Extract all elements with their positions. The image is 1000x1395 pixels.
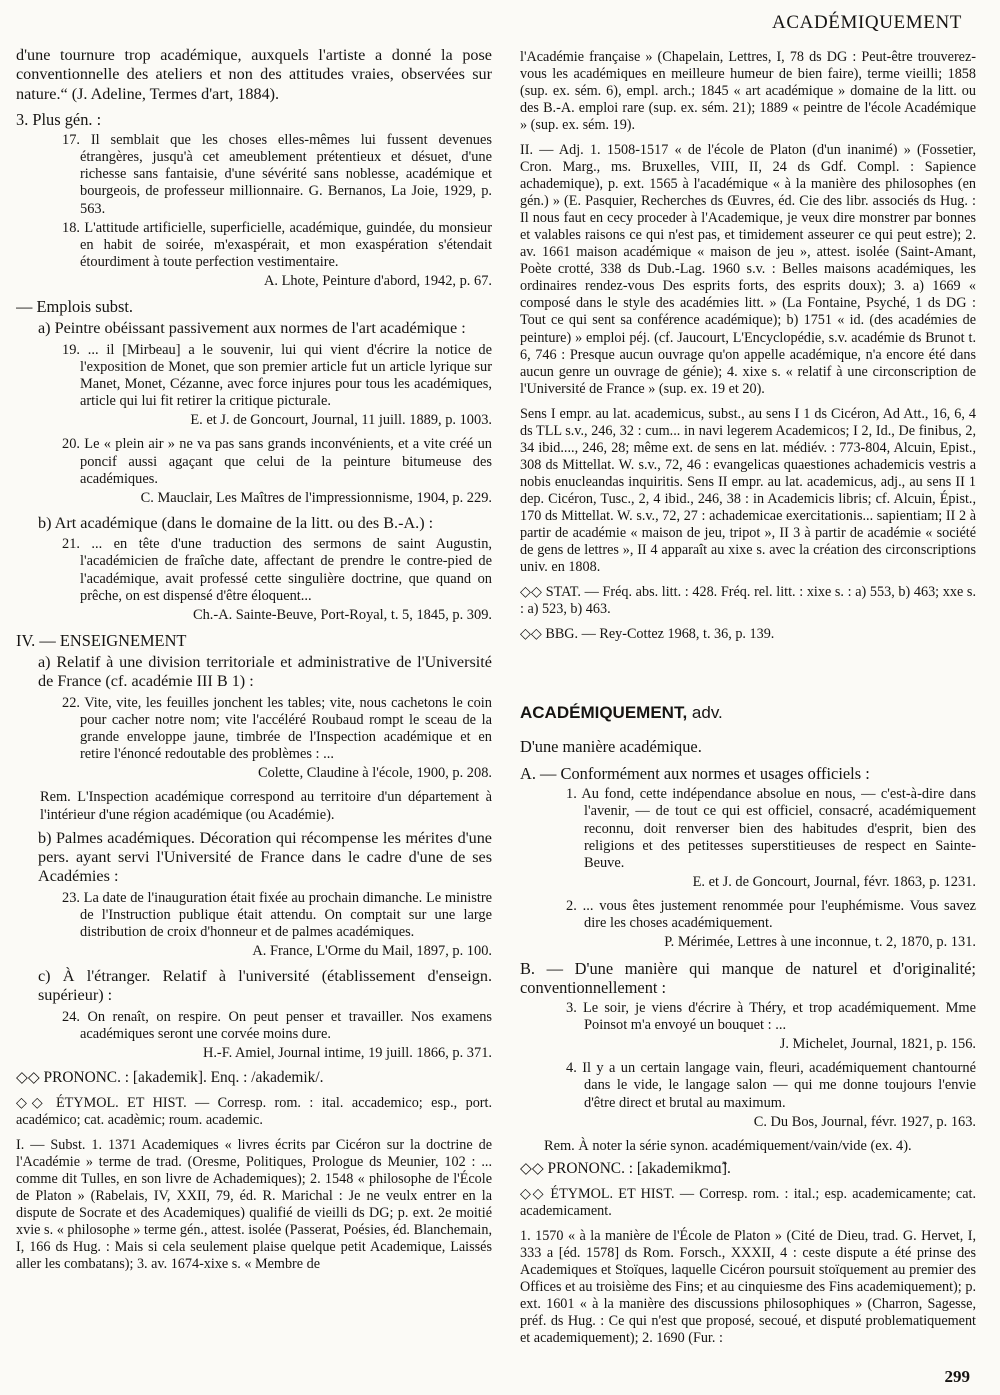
definition-iv-a: a) Relatif à une division territoriale et administrative de l'Université de France (cf. académie III B 1) : xyxy=(38,653,492,691)
continuation-paragraph: d'une tournure trop académique, auxquels l'artiste a donné la pose conventionnelle des ateliers et non des attitudes vraies, observées sur nature.“ (J. Adeline, Termes d'art, 1884). xyxy=(16,46,492,103)
quotation-3: 3. Le soir, je viens d'écrire à Théry, et trop académiquement. Mme Poinsot m'a envoyé un bouquet : ... xyxy=(566,999,976,1034)
citation-23: A. France, L'Orme du Mail, 1897, p. 100. xyxy=(252,943,492,960)
section-enseignement: IV. — ENSEIGNEMENT xyxy=(16,631,187,651)
quotation-2: 2. ... vous êtes justement renommée pour l'euphémisme. Vous savez dire les choses académiquement. xyxy=(566,898,976,932)
etymology-subst: I. — Subst. 1. 1371 Academiques « livres écrits par Cicéron sur la doctrine de l'Académie » terme de trad. (Oresme, Politiques, Prologue ds Meunier, 102 : ... comme dit Tulles, en son livre de Achademiques); 2. 1548 « philosophe de l'École de Platon » (Rabelais, IV, XXII, 79, éd. R. Marichal : Je ne veulx entrer en la dispute de Socrate et des Academiques) qualifié de vieilli ds DG; p. ext. 2e moitié xvie s. « philosophe » terme gén., attest. isolée (Passerat, Poésies, éd. Blanchemain, I, 166 ds Hug. : Mais si cela seulement plaise quelque petit Academique, Laissés aller les combatans); 3. av. 1674-xixe s. « Membre de xyxy=(16,1137,492,1273)
citation-3: J. Michelet, Journal, 1821, p. 156. xyxy=(779,1036,976,1053)
quotation-19: 19. ... il [Mirbeau] a le souvenir, lui qui vient d'écrire la notice de l'exposition de Monet, que son premier article fut un article lyrique sur Manet, Monet, Cézanne, avec force injures pour tous les académiques, article qui lui fit retirer la critique picturale. xyxy=(62,341,492,410)
section-plus-gen: 3. Plus gén. : xyxy=(16,109,102,129)
entry-headword xyxy=(520,703,976,723)
left-column xyxy=(16,46,492,1366)
part-of-speech: adv. xyxy=(691,703,723,723)
definition-iv-c: c) À l'étranger. Relatif à l'université (établissement d'enseign. supérieur) : xyxy=(38,967,492,1005)
definition-a: a) Peintre obéissant passivement aux normes de l'art académique : xyxy=(38,319,466,338)
citation-24: H.-F. Amiel, Journal intime, 19 juill. 1866, p. 371. xyxy=(202,1045,492,1061)
quotation-4: 4. Il y a un certain langage vain, fleuri, académiquement chantourné dans le vide, le langage salon — qui me donne toujours l'envie d'être direct et brutal au maximum. xyxy=(566,1060,976,1111)
citation-18: A. Lhote, Peinture d'abord, 1942, p. 67. xyxy=(263,273,492,290)
remark-synonyms: Rem. À noter la série synon. académiquement/vain/vide (ex. 4). xyxy=(544,1137,912,1154)
headword-label: ACADÉMIQUEMENT, xyxy=(520,703,688,723)
bibliography: ◇◇ BBG. — Rey-Cottez 1968, t. 36, p. 139. xyxy=(520,626,775,642)
section-emplois-subst: — Emplois subst. xyxy=(16,297,134,317)
quotation-24: 24. On renaît, on respire. On peut penser et travailler. Nos examens académiques seront une corvée moins dure. xyxy=(62,1008,492,1042)
remark-inspection: Rem. L'Inspection académique correspond au territoire d'un département à l'intérieur d'une région académique (ou Académie). xyxy=(40,789,492,823)
pronunciation-adv: ◇◇ PRONONC. : [akademikmɑ̃]. xyxy=(520,1160,731,1178)
quotation-22: 22. Vite, vite, les feuilles jonchent les tables; vite, nous cachetons le coin pour cacher notre nom; vite l'accéléré Roubaud rompt le sceau de la grande enveloppe jaune, timbrée de l'Inspection académique et en retire l'énoncé redoutable des problèmes : ... xyxy=(62,694,492,763)
citation-21: Ch.-A. Sainte-Beuve, Port-Royal, t. 5, 1845, p. 309. xyxy=(193,606,492,623)
quotation-17: 17. Il semblait que les choses elles-mêmes lui fussent devenues étrangères, jusqu'à cet ameublement prétentieux et désuet, d'une richesse sans fantaisie, d'une sévérité sans noblesse, académique et bourgeois, de professeur millionnaire. G. Bernanos, La Joie, 1929, p. 563. xyxy=(62,132,492,217)
citation-19: E. et J. de Goncourt, Journal, 11 juill. 1889, p. 1003. xyxy=(190,412,492,429)
etymology-adj: II. — Adj. 1. 1508-1517 « de l'école de Platon (d'un inanimé) » (Fossetier, Cron. Marg., ms. Bruxelles, VIII, II, 24 ds Gdf. Compl. : Sapience achademique), p. ext. 1565 à l'académique « à la manière des philosophes (en gén.) » (E. Pasquier, Recherches ds Œuvres, éd. Cie des libr. associés ds Hug. : Il nous faut en cecy proceder à l'Academique, je veux dire monstrer par bonnes et valables raisons ce qui n'est pas, et timidement asseurer ce qui peut estre); 2. av. 1661 maison académique « maison de jeu », attest. isolée (Saint-Amant, Poète crotté, 338 ds Dub.-Lag. 1960 s.v. : Belles maisons académiques, les ordinaires rendez-vous Des esprits forts, des esprits doux); 3. a) 1669 « composé dans le style des académies litt. » (La Fontaine, Psyché, 1 ds DG : Tout ce qui sent sa conférence académique); b) 1751 « id. (des académies de peinture) » emploi péj. (cf. Jaucourt, L'Encyclopédie, s.v. académie ds Brunot t. 6, 746 : Presque aucun ouvrage qu'on appelle académique, n'a encore été dans aucun genre un ouvrage de génie); 4. xixe s. « relatif à une circonscription de l'Université de France » (sup. ex. 19 et 20). xyxy=(520,142,976,397)
right-column xyxy=(520,46,976,1366)
etymology-adv-body: 1. 1570 « à la manière de l'École de Platon » (Cité de Dieu, trad. G. Hervet, I, 333 a [éd. 1578] ds Rom. Forsch., XXXII, 4 : ceste dispute a été prinse des Academiques et Stoïques, laquelle Cicéron poursuit stoïquement au premier des Offices et au troisième des Fins; et au cinquiesme des Fins academiquement); p. ext. 1601 « à la manière des discussions philosophiques » (Charron, Sagesse, préf. ds Hug. : Ce qui n'est que proposé, secoué, et disputé problematiquement et academiquement); 2. 1690 (Fur. : xyxy=(520,1228,976,1347)
running-head: ACADÉMIQUEMENT xyxy=(772,12,962,33)
definition-b: b) Art académique (dans le domaine de la litt. ou des B.-A.) : xyxy=(38,514,434,533)
citation-4: C. Du Bos, Journal, févr. 1927, p. 163. xyxy=(753,1113,976,1130)
pronunciation: ◇◇ PRONONC. : [akademik]. Enq. : /akademik/. xyxy=(16,1069,324,1087)
quotation-21: 21. ... en tête d'une traduction des sermons de saint Augustin, l'académicien de fraîche date, affectant de prendre le contre-pied de l'académique, avait professé cette singulière doctrine, que quand on prêche, on est dispensé d'être éloquent... xyxy=(62,536,492,604)
etymology-latin: Sens I empr. au lat. academicus, subst., au sens I 1 ds Cicéron, Ad Att., 16, 6, 4 ds TLL s.v., 246, 32 : cum... in navi legerem Academicos; I 2, Id., De finibus, 2, 34 ibid...., 246, 28; même ext. de sens en lat. médiév. : 773-804, Alcuin, Epist., 308 ds Mittellat. W. s.v., 72, 46 : evangelicas quaestiones achademicis vestris a nobis enucleandas inquiritis. Sens II empr. au lat. academicus, adj., au sens II 1 dep. Cicéron, Tusc., 2, 4 ibid., 246, 38 : in Academicis libris; cf. Alcuin, Épist., 170 ds Mittellat. W. s.v., 72, 27 : achademicae exercitationis... sapientiam; II 2 à partir de académie « maison de jeu, tripot », II 3 à partir de académie « société de gens de lettres », II 4 apparaît au xixe s. avec la création des circonscriptions univ. en 1808. xyxy=(520,405,976,575)
statistics: ◇◇ STAT. — Fréq. abs. litt. : 428. Fréq. rel. litt. : xixe s. : a) 553, b) 463; xxe s. : a) 523, b) 463. xyxy=(520,583,976,617)
citation-22: Colette, Claudine à l'école, 1900, p. 208. xyxy=(258,765,492,782)
etymology-header: ◇◇ ÉTYMOL. ET HIST. — Corresp. rom. : ital. accademico; esp., port. académico; cat. acadèmic; roum. academic. xyxy=(16,1095,492,1129)
sense-b: B. — D'une manière qui manque de naturel et d'originalité; conventionnellement : xyxy=(520,958,976,997)
quotation-1: 1. Au fond, cette indépendance absolue en nous, — c'est-à-dire dans l'avenir, — de tout ce qui est officiel, consacré, académiquement reconnu, doit renverser bien des habitudes d'esprit, bien des religions et des petitesses superstitieuses de respect en Sainte-Beuve. xyxy=(566,786,976,871)
citation-20: C. Mauclair, Les Maîtres de l'impressionnisme, 1904, p. 229. xyxy=(140,489,492,506)
citation-1: E. et J. de Goncourt, Journal, févr. 1863, p. 1231. xyxy=(692,873,976,890)
page-number: 299 xyxy=(944,1367,970,1386)
definition-iv-b: b) Palmes académiques. Décoration qui récompense les mérites d'une pers. ayant servi l'Université de France dans le cadre d'une de ses Académies : xyxy=(38,828,492,886)
quotation-23: 23. La date de l'inauguration était fixée au prochain dimanche. Le ministre de l'Instruction publique était attendu. On comptait sur une large distribution de croix d'honneur et de palmes académiques. xyxy=(62,889,492,940)
etymology-adv-header: ◇◇ ÉTYMOL. ET HIST. — Corresp. rom. : ital.; esp. academicamente; cat. academicament. xyxy=(520,1186,976,1220)
etymology-continued: l'Académie française » (Chapelain, Lettres, I, 78 ds DG : Peut-être trouverez-vous les académiques en meilleure humeur de bien faire), terme vieilli; 1858 (sup. ex. sém. 6), empl. arch.; 1845 « art académique » domaine de la litt. ou des B.-A. emploi rare (sup. ex. sém. 21); 1889 « peintre de l'école Académique » (sup. ex. sém. 19). xyxy=(520,49,976,134)
citation-2: P. Mérimée, Lettres à une inconnue, t. 2, 1870, p. 131. xyxy=(664,934,976,951)
sense-a: A. — Conformément aux normes et usages officiels : xyxy=(520,764,870,784)
quotation-18: 18. L'attitude artificielle, superficielle, académique, guindée, du monsieur en habit de soirée, m'exaspérait, et mon exaspération s'étendait étourdiment à toute perfection vestimentaire. xyxy=(62,219,492,271)
quotation-20: 20. Le « plein air » ne va pas sans grands inconvénients, et a vite créé un poncif aussi agaçant que celui de la peinture bitumeuse des académiques. xyxy=(62,436,492,487)
main-definition: D'une manière académique. xyxy=(520,736,702,756)
